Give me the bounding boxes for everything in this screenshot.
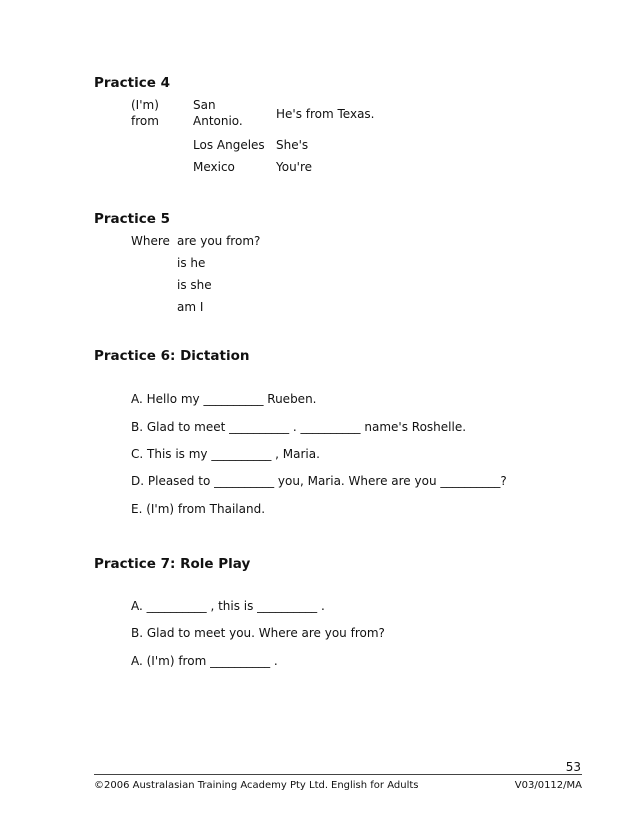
page-number: 53 (565, 760, 581, 774)
dictation-line-d: D. Pleased to __________ you, Maria. Where are you __________? (131, 474, 507, 488)
practice-4-place-1: San Antonio. (193, 98, 243, 128)
role-play-line-2: B. Glad to meet you. Where are you from? (131, 626, 385, 640)
practice-4-pronoun-3: You're (276, 160, 313, 174)
role-play-line-3: A. (I'm) from __________ . (131, 654, 278, 668)
practice-5-heading: Practice 5 (94, 211, 170, 227)
practice-5-item-2: is he (177, 256, 206, 270)
practice-5-item-1: are you from? (177, 234, 261, 248)
practice-5-prefix: Where (131, 234, 170, 248)
practice-5-item-4: am I (177, 300, 204, 314)
dictation-line-a: A. Hello my __________ Rueben. (131, 392, 317, 406)
practice-4-place-2: Los Angeles (193, 138, 265, 152)
practice-4-place-3: Mexico (193, 160, 235, 174)
practice-4-subject: (I'm) from (131, 98, 159, 128)
practice-4-pronoun-2: She's (276, 138, 309, 152)
dictation-line-e: E. (I'm) from Thailand. (131, 502, 266, 516)
footer-copyright: ©2006 Australasian Training Academy Pty Ltd. (94, 780, 329, 791)
practice-4-heading: Practice 4 (94, 75, 170, 91)
dictation-line-c: C. This is my __________ , Maria. (131, 447, 320, 461)
footer-divider (94, 774, 582, 775)
role-play-line-1: A. __________ , this is __________ . (131, 599, 325, 613)
practice-7-heading: Practice 7: Role Play (94, 556, 251, 572)
footer-version: V03/0112/MA (514, 780, 582, 791)
footer-course: English for Adults (331, 780, 419, 791)
practice-4-sentence-1: He's from Texas. (276, 107, 375, 121)
dictation-line-b: B. Glad to meet __________ . __________ name's Roshelle. (131, 420, 467, 434)
practice-5-item-3: is she (177, 278, 212, 292)
practice-6-heading: Practice 6: Dictation (94, 348, 250, 364)
